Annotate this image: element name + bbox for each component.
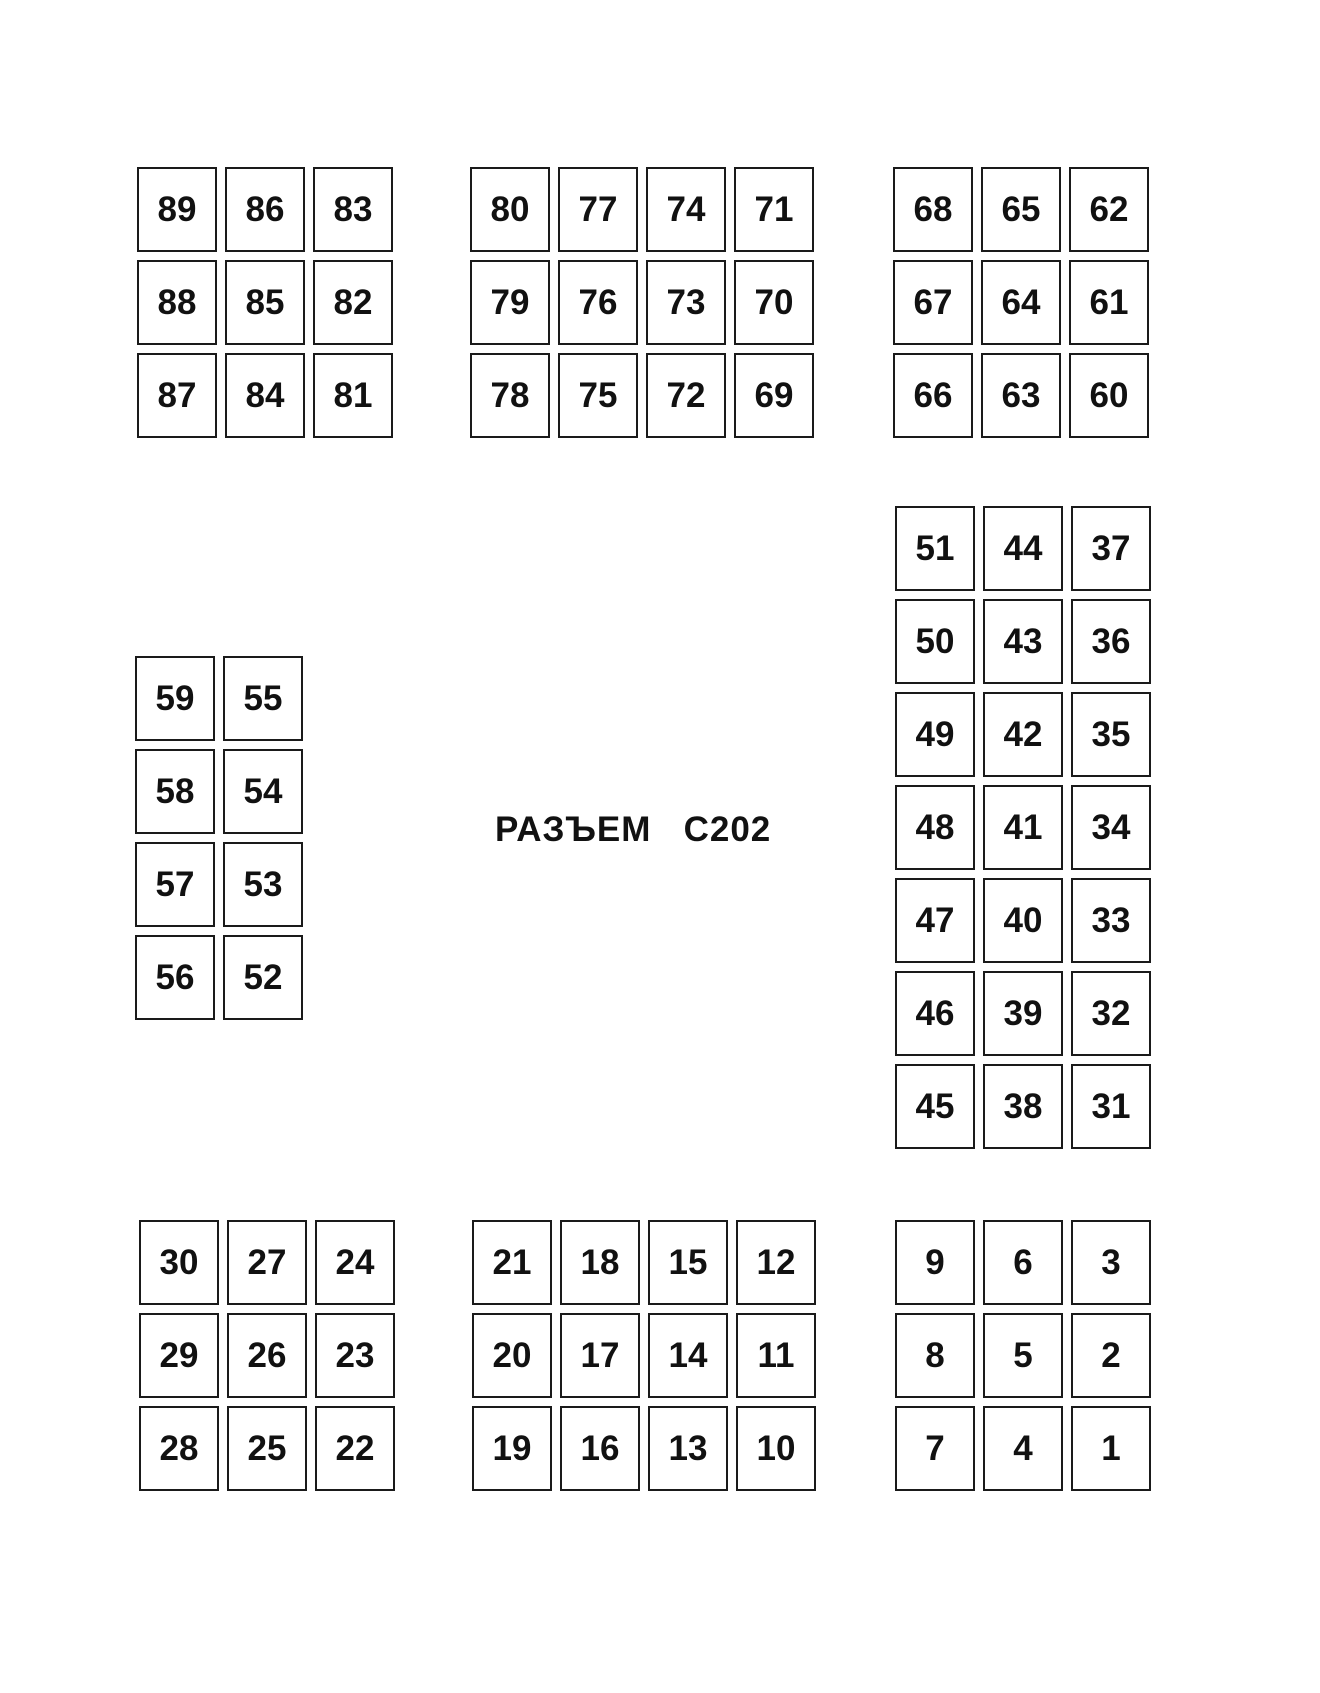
- pin-49: 49: [895, 692, 975, 777]
- pin-72: 72: [646, 353, 726, 438]
- pin-68: 68: [893, 167, 973, 252]
- pin-20: 20: [472, 1313, 552, 1398]
- pin-40: 40: [983, 878, 1063, 963]
- pin-58: 58: [135, 749, 215, 834]
- pin-73: 73: [646, 260, 726, 345]
- pin-4: 4: [983, 1406, 1063, 1491]
- pin-3: 3: [1071, 1220, 1151, 1305]
- pin-36: 36: [1071, 599, 1151, 684]
- pin-62: 62: [1069, 167, 1149, 252]
- pin-86: 86: [225, 167, 305, 252]
- pin-43: 43: [983, 599, 1063, 684]
- pin-44: 44: [983, 506, 1063, 591]
- pin-52: 52: [223, 935, 303, 1020]
- pin-47: 47: [895, 878, 975, 963]
- pin-block-left-middle: [135, 656, 303, 1020]
- pin-24: 24: [315, 1220, 395, 1305]
- pin-35: 35: [1071, 692, 1151, 777]
- pin-26: 26: [227, 1313, 307, 1398]
- pin-block-top-right: [893, 167, 1149, 438]
- pin-block-bottom-center: [472, 1220, 816, 1491]
- pin-71: 71: [734, 167, 814, 252]
- pin-37: 37: [1071, 506, 1151, 591]
- pin-83: 83: [313, 167, 393, 252]
- pin-block-top-left: [137, 167, 393, 438]
- pin-89: 89: [137, 167, 217, 252]
- pin-block-bottom-left: [139, 1220, 395, 1491]
- pin-5: 5: [983, 1313, 1063, 1398]
- pin-69: 69: [734, 353, 814, 438]
- pin-54: 54: [223, 749, 303, 834]
- pin-65: 65: [981, 167, 1061, 252]
- pin-block-bottom-right: [895, 1220, 1151, 1491]
- pin-28: 28: [139, 1406, 219, 1491]
- pin-76: 76: [558, 260, 638, 345]
- pin-88: 88: [137, 260, 217, 345]
- pin-9: 9: [895, 1220, 975, 1305]
- pin-56: 56: [135, 935, 215, 1020]
- pin-6: 6: [983, 1220, 1063, 1305]
- pin-77: 77: [558, 167, 638, 252]
- pin-12: 12: [736, 1220, 816, 1305]
- pin-41: 41: [983, 785, 1063, 870]
- pin-63: 63: [981, 353, 1061, 438]
- pin-2: 2: [1071, 1313, 1151, 1398]
- pin-13: 13: [648, 1406, 728, 1491]
- pin-15: 15: [648, 1220, 728, 1305]
- pin-30: 30: [139, 1220, 219, 1305]
- pin-19: 19: [472, 1406, 552, 1491]
- pin-46: 46: [895, 971, 975, 1056]
- pin-64: 64: [981, 260, 1061, 345]
- pin-7: 7: [895, 1406, 975, 1491]
- pin-23: 23: [315, 1313, 395, 1398]
- pin-67: 67: [893, 260, 973, 345]
- pin-14: 14: [648, 1313, 728, 1398]
- pin-79: 79: [470, 260, 550, 345]
- pin-32: 32: [1071, 971, 1151, 1056]
- pin-25: 25: [227, 1406, 307, 1491]
- pin-80: 80: [470, 167, 550, 252]
- pin-70: 70: [734, 260, 814, 345]
- pin-11: 11: [736, 1313, 816, 1398]
- pin-38: 38: [983, 1064, 1063, 1149]
- pin-29: 29: [139, 1313, 219, 1398]
- pin-50: 50: [895, 599, 975, 684]
- pin-34: 34: [1071, 785, 1151, 870]
- pin-10: 10: [736, 1406, 816, 1491]
- pin-81: 81: [313, 353, 393, 438]
- pin-57: 57: [135, 842, 215, 927]
- pin-84: 84: [225, 353, 305, 438]
- pin-45: 45: [895, 1064, 975, 1149]
- pin-60: 60: [1069, 353, 1149, 438]
- pin-61: 61: [1069, 260, 1149, 345]
- connector-label: РАЗЪЕМ С202: [495, 810, 772, 849]
- pin-85: 85: [225, 260, 305, 345]
- pin-8: 8: [895, 1313, 975, 1398]
- pin-74: 74: [646, 167, 726, 252]
- pin-42: 42: [983, 692, 1063, 777]
- pin-31: 31: [1071, 1064, 1151, 1149]
- pin-21: 21: [472, 1220, 552, 1305]
- pin-22: 22: [315, 1406, 395, 1491]
- pin-55: 55: [223, 656, 303, 741]
- pin-66: 66: [893, 353, 973, 438]
- pin-48: 48: [895, 785, 975, 870]
- pin-59: 59: [135, 656, 215, 741]
- pin-39: 39: [983, 971, 1063, 1056]
- pin-16: 16: [560, 1406, 640, 1491]
- pin-27: 27: [227, 1220, 307, 1305]
- pin-78: 78: [470, 353, 550, 438]
- pin-33: 33: [1071, 878, 1151, 963]
- pin-block-top-center: [470, 167, 814, 438]
- pin-75: 75: [558, 353, 638, 438]
- pin-18: 18: [560, 1220, 640, 1305]
- pin-82: 82: [313, 260, 393, 345]
- pin-17: 17: [560, 1313, 640, 1398]
- pin-1: 1: [1071, 1406, 1151, 1491]
- pin-53: 53: [223, 842, 303, 927]
- pin-87: 87: [137, 353, 217, 438]
- pin-51: 51: [895, 506, 975, 591]
- pin-block-right-middle: [895, 506, 1151, 1149]
